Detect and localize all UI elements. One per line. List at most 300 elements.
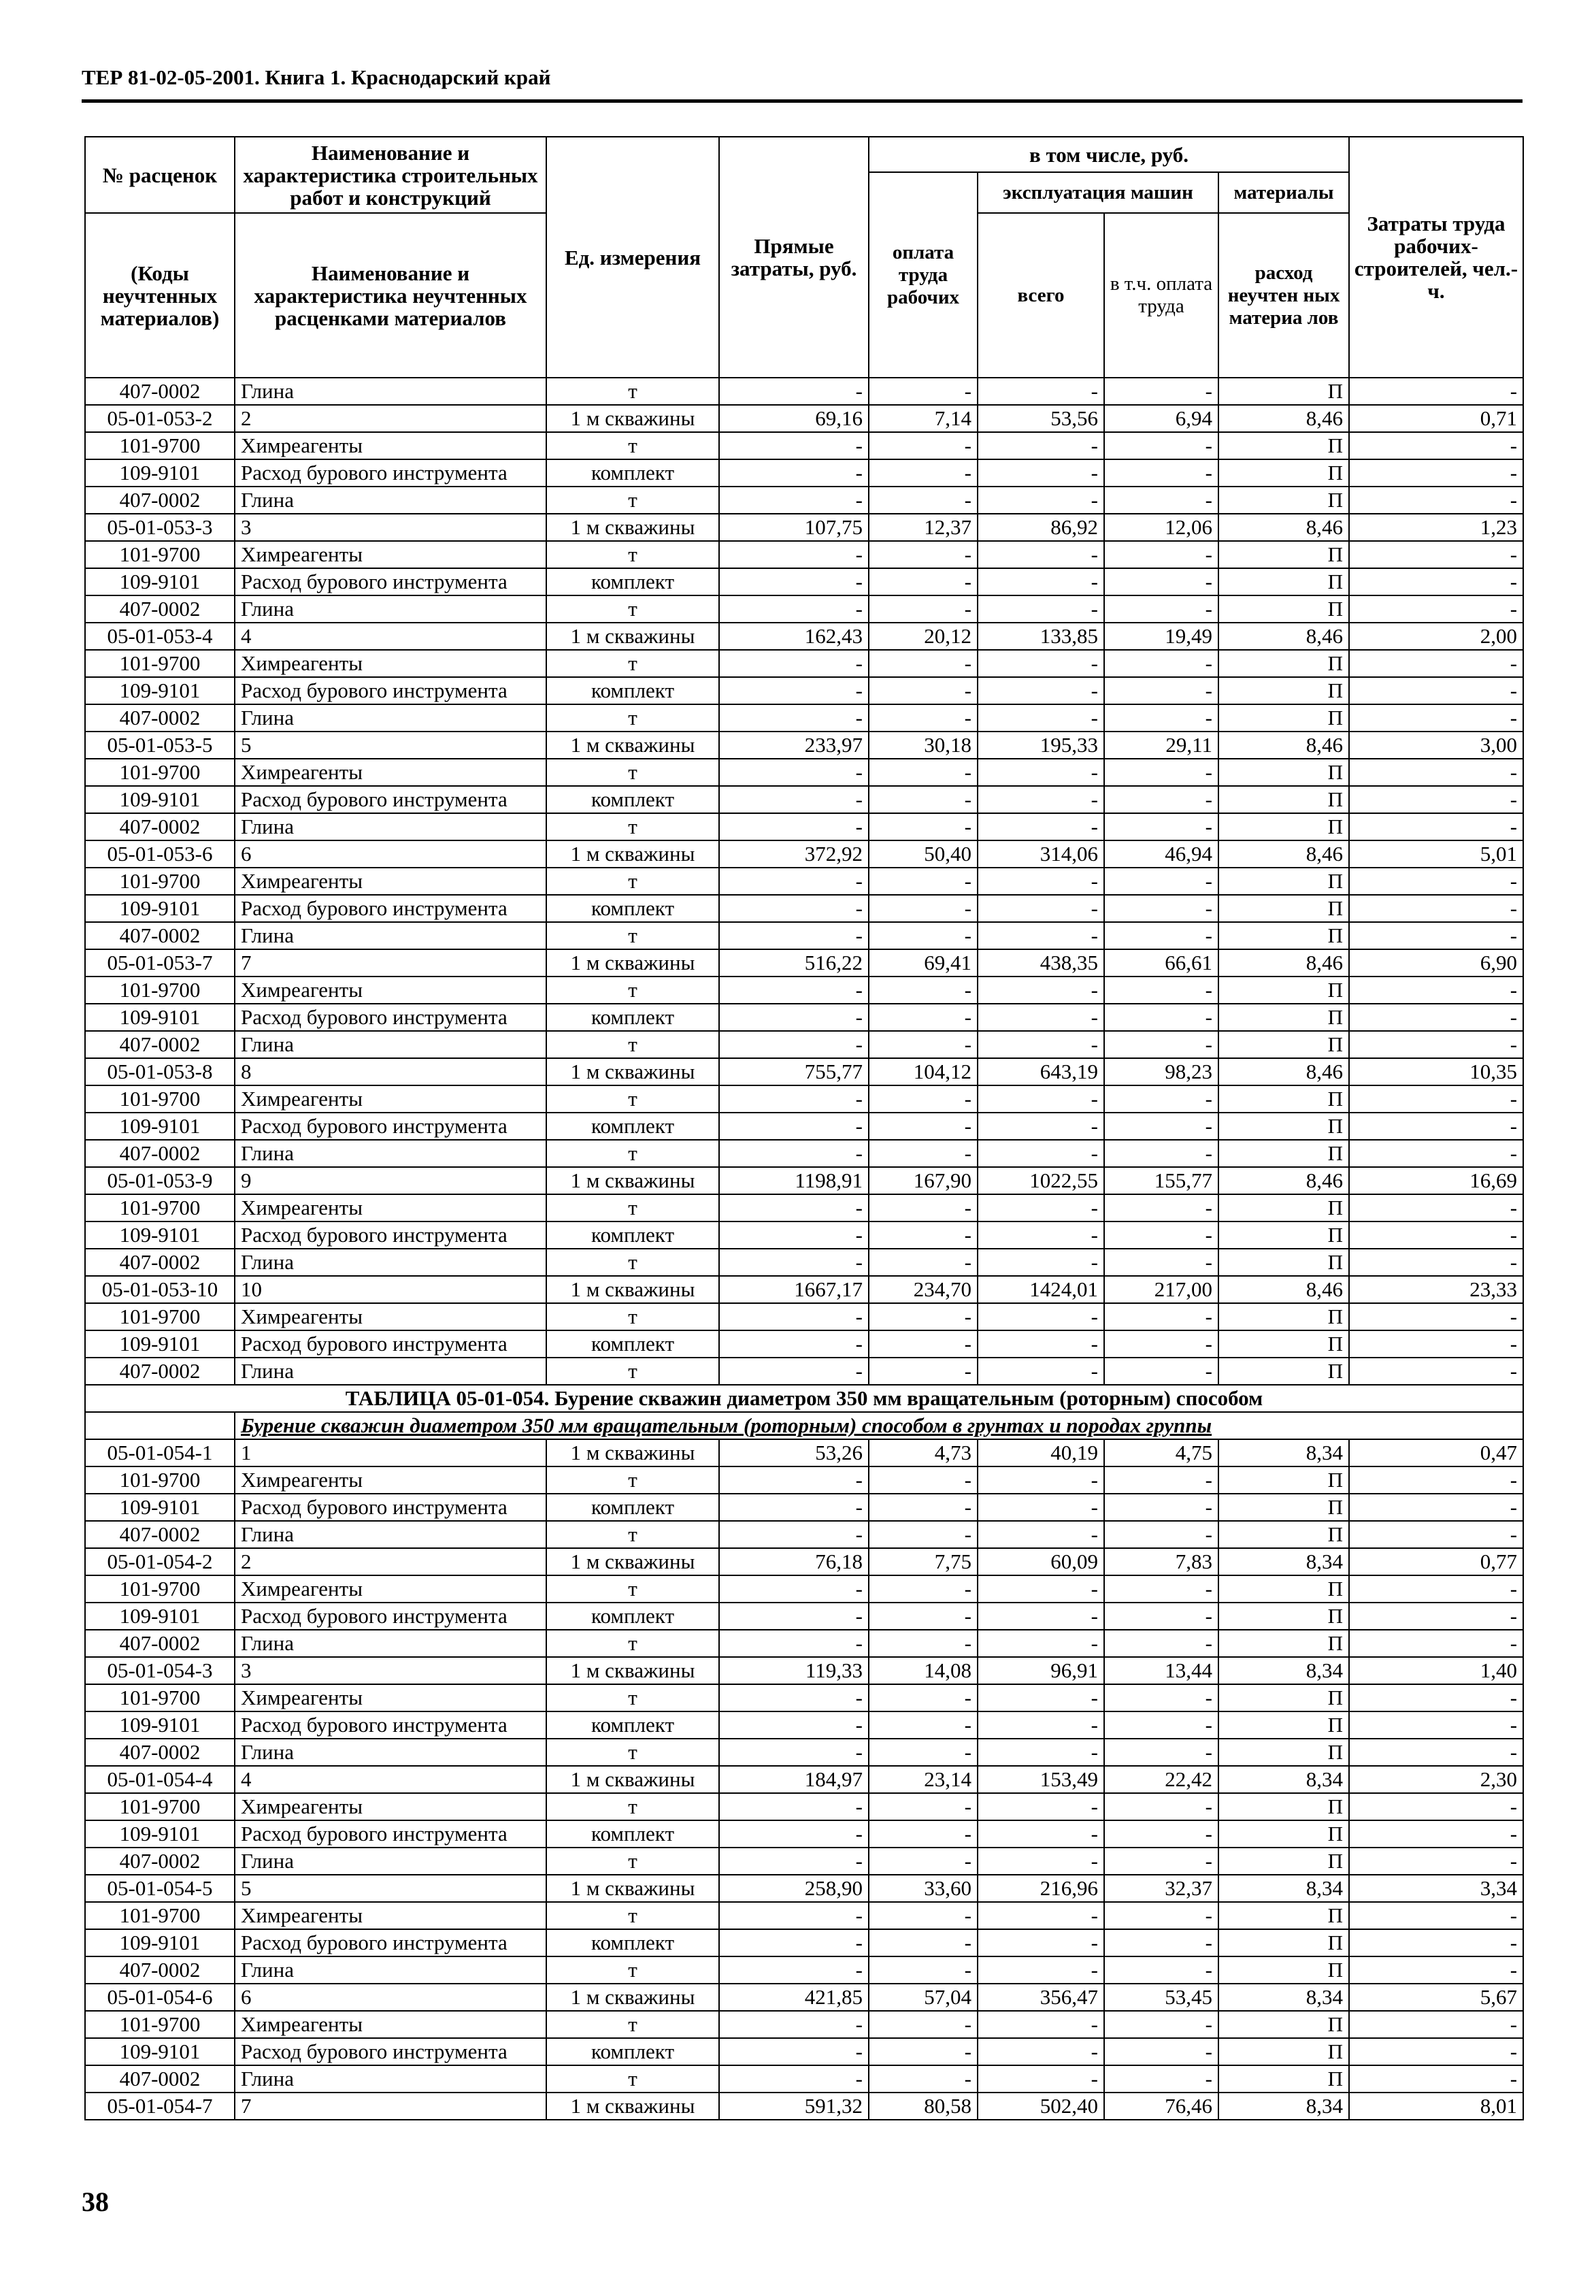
cell-direct: 119,33 [719,1657,869,1684]
cell-code: 05-01-053-9 [85,1167,235,1194]
cell-machines-labor: 4,75 [1104,1439,1218,1466]
cell-direct: - [719,1630,869,1657]
cell-labor: - [869,1085,978,1113]
cell-name: 2 [235,1548,546,1575]
cell-materials: П [1218,677,1349,704]
cell-name: Химреагенты [235,1902,546,1929]
cell-name: 4 [235,623,546,650]
cell-direct: 421,85 [719,1984,869,2011]
header-materials-unaccounted: расход неучтен ных материа лов [1218,213,1349,378]
cell-labor: - [869,459,978,487]
cell-direct: 107,75 [719,514,869,541]
cell-labor: 30,18 [869,732,978,759]
cell-labor: - [869,1330,978,1358]
cell-machines-labor: - [1104,2011,1218,2038]
cell-direct: 162,43 [719,623,869,650]
cell-unit: 1 м скважины [546,1657,719,1684]
cell-name: Расход бурового инструмента [235,1494,546,1521]
cell-code: 109-9101 [85,2038,235,2065]
cell-unit: комплект [546,459,719,487]
cell-machines-labor: - [1104,1031,1218,1058]
cell-direct: - [719,1603,869,1630]
cell-worker-hours: - [1349,1575,1523,1603]
cell-materials: П [1218,868,1349,895]
cell-name: Глина [235,1140,546,1167]
cell-direct: - [719,977,869,1004]
table-row [85,459,1523,487]
cell-labor: - [869,922,978,949]
cell-direct: - [719,1031,869,1058]
table-row [85,1956,1523,1984]
cell-machines-labor: - [1104,704,1218,732]
cell-code: 05-01-054-1 [85,1439,235,1466]
cell-direct: - [719,1521,869,1548]
cell-worker-hours: - [1349,1902,1523,1929]
cell-unit: комплект [546,786,719,813]
page-number: 38 [82,2186,109,2217]
cell-name: 3 [235,514,546,541]
cell-unit: комплект [546,1330,719,1358]
cell-labor: - [869,568,978,595]
table-row [85,1603,1523,1630]
cell-code: 05-01-053-7 [85,949,235,977]
cell-name: Расход бурового инструмента [235,1330,546,1358]
cell-name: Глина [235,2065,546,2093]
table-row [85,1875,1523,1902]
cell-materials: П [1218,2065,1349,2093]
cell-name: Химреагенты [235,977,546,1004]
cell-materials: 8,46 [1218,405,1349,432]
cell-unit: т [546,541,719,568]
cell-unit: 1 м скважины [546,1058,719,1085]
cell-labor: - [869,1521,978,1548]
table-row [85,922,1523,949]
cell-labor: - [869,1113,978,1140]
table-row [85,1984,1523,2011]
table-row [85,2065,1523,2093]
cell-machines-labor: - [1104,1249,1218,1276]
cell-materials: П [1218,2038,1349,2065]
cell-machines-labor: 6,94 [1104,405,1218,432]
cell-worker-hours: 3,34 [1349,1875,1523,1902]
cell-code: 101-9700 [85,1902,235,1929]
cell-machines-total: - [978,1494,1104,1521]
header-machines-total: всего [978,213,1104,378]
cell-unit: комплект [546,1004,719,1031]
cell-code: 109-9101 [85,1929,235,1956]
table-row [85,840,1523,868]
table-row [85,1167,1523,1194]
cell-code: 05-01-054-2 [85,1548,235,1575]
cell-name: Глина [235,1249,546,1276]
cell-materials: 8,34 [1218,1766,1349,1793]
cell-materials: П [1218,1358,1349,1385]
cell-direct: 76,18 [719,1548,869,1575]
cell-worker-hours: - [1349,541,1523,568]
cell-labor: - [869,1793,978,1820]
cell-machines-total: - [978,2011,1104,2038]
cell-machines-labor: 12,06 [1104,514,1218,541]
cell-name: Химреагенты [235,2011,546,2038]
cell-code: 407-0002 [85,813,235,840]
cell-machines-total: 438,35 [978,949,1104,977]
cell-machines-total: 60,09 [978,1548,1104,1575]
cell-name: Глина [235,1630,546,1657]
cell-labor: - [869,650,978,677]
cell-labor: - [869,2065,978,2093]
cell-direct: 53,26 [719,1439,869,1466]
cell-machines-labor: - [1104,1711,1218,1739]
cell-machines-total: 216,96 [978,1875,1104,1902]
cell-labor: 33,60 [869,1875,978,1902]
cell-machines-labor: - [1104,1630,1218,1657]
cell-direct: - [719,1793,869,1820]
cell-code: 109-9101 [85,1221,235,1249]
cell-code: 109-9101 [85,677,235,704]
cell-worker-hours: - [1349,1249,1523,1276]
cell-worker-hours: 0,77 [1349,1548,1523,1575]
cell-code: 109-9101 [85,1004,235,1031]
cell-name: Глина [235,1739,546,1766]
cell-materials: П [1218,1848,1349,1875]
cell-direct: 233,97 [719,732,869,759]
cell-materials: П [1218,1956,1349,1984]
table-row [85,1548,1523,1575]
cell-code: 101-9700 [85,1575,235,1603]
cell-labor: - [869,1739,978,1766]
cell-code: 05-01-054-6 [85,1984,235,2011]
cell-code: 407-0002 [85,378,235,405]
cell-worker-hours: - [1349,1004,1523,1031]
cell-machines-total: - [978,1793,1104,1820]
cell-machines-labor: - [1104,895,1218,922]
cell-labor: - [869,813,978,840]
cell-direct: - [719,1684,869,1711]
cell-code: 109-9101 [85,1330,235,1358]
cell-name: Расход бурового инструмента [235,1929,546,1956]
cell-worker-hours: - [1349,1303,1523,1330]
table-row [85,868,1523,895]
cell-labor: - [869,541,978,568]
cell-name: Химреагенты [235,432,546,459]
cell-name: Химреагенты [235,1466,546,1494]
cell-unit: т [546,650,719,677]
cell-direct: - [719,1303,869,1330]
cell-materials: П [1218,1521,1349,1548]
cell-labor: - [869,2011,978,2038]
table-row [85,1140,1523,1167]
cell-code: 407-0002 [85,1956,235,1984]
cell-name: Глина [235,1031,546,1058]
cell-worker-hours: - [1349,487,1523,514]
cell-labor: 7,14 [869,405,978,432]
cell-worker-hours: - [1349,1929,1523,1956]
cell-direct: - [719,813,869,840]
cell-unit: т [546,1684,719,1711]
cell-direct: 1198,91 [719,1167,869,1194]
cell-code: 05-01-053-3 [85,514,235,541]
cell-machines-total: 195,33 [978,732,1104,759]
cell-direct: - [719,1739,869,1766]
cell-code: 05-01-053-5 [85,732,235,759]
cell-labor: - [869,1603,978,1630]
cell-code: 407-0002 [85,704,235,732]
cell-unit: т [546,1956,719,1984]
cell-name: Химреагенты [235,1684,546,1711]
table-row [85,732,1523,759]
cell-worker-hours: - [1349,895,1523,922]
cell-worker-hours: - [1349,704,1523,732]
cell-machines-labor: - [1104,977,1218,1004]
cell-unit: комплект [546,1494,719,1521]
cell-unit: т [546,1358,719,1385]
cell-name: 3 [235,1657,546,1684]
cell-machines-total: - [978,650,1104,677]
cell-machines-total: 356,47 [978,1984,1104,2011]
cell-unit: т [546,922,719,949]
cell-unit: т [546,1902,719,1929]
table-row [85,1004,1523,1031]
header-worker-hours: Затраты труда рабочих-строителей, чел.-ч. [1349,137,1523,378]
cell-direct: 184,97 [719,1766,869,1793]
cell-materials: 8,34 [1218,1548,1349,1575]
cell-worker-hours: - [1349,459,1523,487]
cell-worker-hours: - [1349,595,1523,623]
table-row [85,1249,1523,1276]
cell-unit: 1 м скважины [546,949,719,977]
cell-code: 109-9101 [85,1113,235,1140]
cell-materials: П [1218,1303,1349,1330]
header-direct-costs: Прямые затраты, руб. [719,137,869,378]
cell-labor: - [869,1194,978,1221]
cell-name: 7 [235,2093,546,2120]
cell-direct: - [719,1358,869,1385]
cell-worker-hours: - [1349,568,1523,595]
cell-direct: - [719,650,869,677]
cell-worker-hours: - [1349,1031,1523,1058]
cell-machines-total: - [978,759,1104,786]
cell-worker-hours: - [1349,432,1523,459]
cell-labor: - [869,1494,978,1521]
cell-name: 10 [235,1276,546,1303]
table-row [85,813,1523,840]
cell-machines-labor: - [1104,1603,1218,1630]
cell-materials: 8,34 [1218,1439,1349,1466]
cell-machines-total: - [978,1684,1104,1711]
cell-worker-hours: 2,00 [1349,623,1523,650]
cell-name: Глина [235,378,546,405]
cell-materials: 8,34 [1218,1984,1349,2011]
cell-materials: П [1218,1793,1349,1820]
cell-labor: 234,70 [869,1276,978,1303]
cell-direct: - [719,1004,869,1031]
cell-materials: П [1218,895,1349,922]
cell-machines-labor: 217,00 [1104,1276,1218,1303]
cell-machines-total: - [978,459,1104,487]
cell-materials: П [1218,759,1349,786]
cell-worker-hours: - [1349,1820,1523,1848]
cell-code: 109-9101 [85,1820,235,1848]
cell-code: 407-0002 [85,1249,235,1276]
cell-unit: комплект [546,1113,719,1140]
cell-worker-hours: - [1349,868,1523,895]
cell-worker-hours: - [1349,677,1523,704]
cell-direct: - [719,1194,869,1221]
cell-direct: - [719,1956,869,1984]
cell-machines-labor: - [1104,541,1218,568]
cell-name: Глина [235,1848,546,1875]
cell-unit: комплект [546,568,719,595]
cell-machines-total: - [978,1603,1104,1630]
cell-worker-hours: 10,35 [1349,1058,1523,1085]
cell-unit: комплект [546,1711,719,1739]
cell-materials: П [1218,1140,1349,1167]
cell-worker-hours: - [1349,1140,1523,1167]
cell-name: 2 [235,405,546,432]
cell-machines-total: - [978,1956,1104,1984]
cell-machines-total: - [978,895,1104,922]
cell-labor: - [869,759,978,786]
table-row [85,1221,1523,1249]
table-row [85,405,1523,432]
cell-materials: П [1218,378,1349,405]
cell-direct: - [719,677,869,704]
table-row [85,1330,1523,1358]
cell-machines-total: 153,49 [978,1766,1104,1793]
cell-name: Расход бурового инструмента [235,1004,546,1031]
cell-machines-total: 96,91 [978,1657,1104,1684]
cell-worker-hours: - [1349,1793,1523,1820]
cell-worker-hours: 5,01 [1349,840,1523,868]
cell-machines-labor: 76,46 [1104,2093,1218,2120]
table-row [85,1575,1523,1603]
cell-labor: 80,58 [869,2093,978,2120]
cell-machines-total: - [978,1194,1104,1221]
cell-materials: П [1218,1194,1349,1221]
cell-machines-total: - [978,487,1104,514]
cell-machines-labor: 22,42 [1104,1766,1218,1793]
cell-materials: П [1218,813,1349,840]
cell-materials: П [1218,1249,1349,1276]
cell-code: 407-0002 [85,595,235,623]
cell-labor: - [869,1575,978,1603]
cell-machines-labor: - [1104,1793,1218,1820]
cell-name: Глина [235,813,546,840]
cell-worker-hours: 23,33 [1349,1276,1523,1303]
cell-code: 407-0002 [85,922,235,949]
cell-direct: - [719,568,869,595]
cell-worker-hours: - [1349,1521,1523,1548]
table-row [85,1358,1523,1385]
cell-name: Расход бурового инструмента [235,677,546,704]
cell-worker-hours: 3,00 [1349,732,1523,759]
cell-unit: т [546,378,719,405]
table-row [85,1031,1523,1058]
cell-code: 101-9700 [85,1466,235,1494]
cell-unit: т [546,1140,719,1167]
cell-machines-labor: - [1104,1739,1218,1766]
header-machines-labor: в т.ч. оплата труда [1104,213,1218,378]
cell-direct: 372,92 [719,840,869,868]
cell-code: 05-01-054-4 [85,1766,235,1793]
cell-machines-total: - [978,1031,1104,1058]
cell-materials: 8,34 [1218,1875,1349,1902]
cell-unit: 1 м скважины [546,1439,719,1466]
cell-direct: - [719,759,869,786]
cell-unit: 1 м скважины [546,2093,719,2120]
cell-name: 6 [235,840,546,868]
cell-direct: - [719,868,869,895]
header-including: в том числе, руб. [869,137,1349,172]
cell-machines-total: - [978,1140,1104,1167]
header-labor: оплата труда рабочих [869,172,978,378]
section-title: ТАБЛИЦА 05-01-054. Бурение скважин диаметром 350 мм вращательным (роторным) способом [85,1385,1523,1412]
table-row [85,786,1523,813]
cell-direct: - [719,1820,869,1848]
cell-code: 05-01-053-10 [85,1276,235,1303]
cell-labor: 50,40 [869,840,978,868]
cell-unit: комплект [546,677,719,704]
cell-name: Глина [235,595,546,623]
cell-machines-labor: - [1104,459,1218,487]
cell-worker-hours: - [1349,1194,1523,1221]
cell-machines-labor: - [1104,1684,1218,1711]
cell-labor: 57,04 [869,1984,978,2011]
cell-materials: П [1218,1004,1349,1031]
cell-worker-hours: 8,01 [1349,2093,1523,2120]
cell-machines-total: - [978,1113,1104,1140]
cell-machines-total: - [978,1085,1104,1113]
cell-worker-hours: - [1349,786,1523,813]
table-row [85,895,1523,922]
cell-direct: - [719,1249,869,1276]
cell-unit: т [546,595,719,623]
cell-worker-hours: 0,71 [1349,405,1523,432]
cell-worker-hours: 1,40 [1349,1657,1523,1684]
cell-materials: 8,34 [1218,1657,1349,1684]
cell-worker-hours: - [1349,813,1523,840]
table-row [85,487,1523,514]
cell-machines-total: - [978,922,1104,949]
cell-unit: комплект [546,1603,719,1630]
cell-labor: - [869,704,978,732]
cell-machines-labor: - [1104,568,1218,595]
cell-labor: - [869,1221,978,1249]
header-machines: эксплуатация машин [978,172,1218,213]
cell-labor: 104,12 [869,1058,978,1085]
table-row [85,1276,1523,1303]
cell-labor: - [869,1140,978,1167]
cell-name: Глина [235,1521,546,1548]
cell-materials: П [1218,487,1349,514]
cell-machines-total: 314,06 [978,840,1104,868]
cell-worker-hours: - [1349,2065,1523,2093]
table-row [85,568,1523,595]
cell-labor: - [869,868,978,895]
cell-direct: - [719,1575,869,1603]
table-row [85,650,1523,677]
cell-unit: т [546,1031,719,1058]
cell-unit: комплект [546,1221,719,1249]
cell-code: 109-9101 [85,895,235,922]
cell-materials: П [1218,459,1349,487]
cell-machines-labor: 155,77 [1104,1167,1218,1194]
table-row [85,1439,1523,1466]
header-materials: материалы [1218,172,1349,213]
cell-direct: - [719,2065,869,2093]
cell-machines-total: 1424,01 [978,1276,1104,1303]
cell-code: 05-01-054-7 [85,2093,235,2120]
